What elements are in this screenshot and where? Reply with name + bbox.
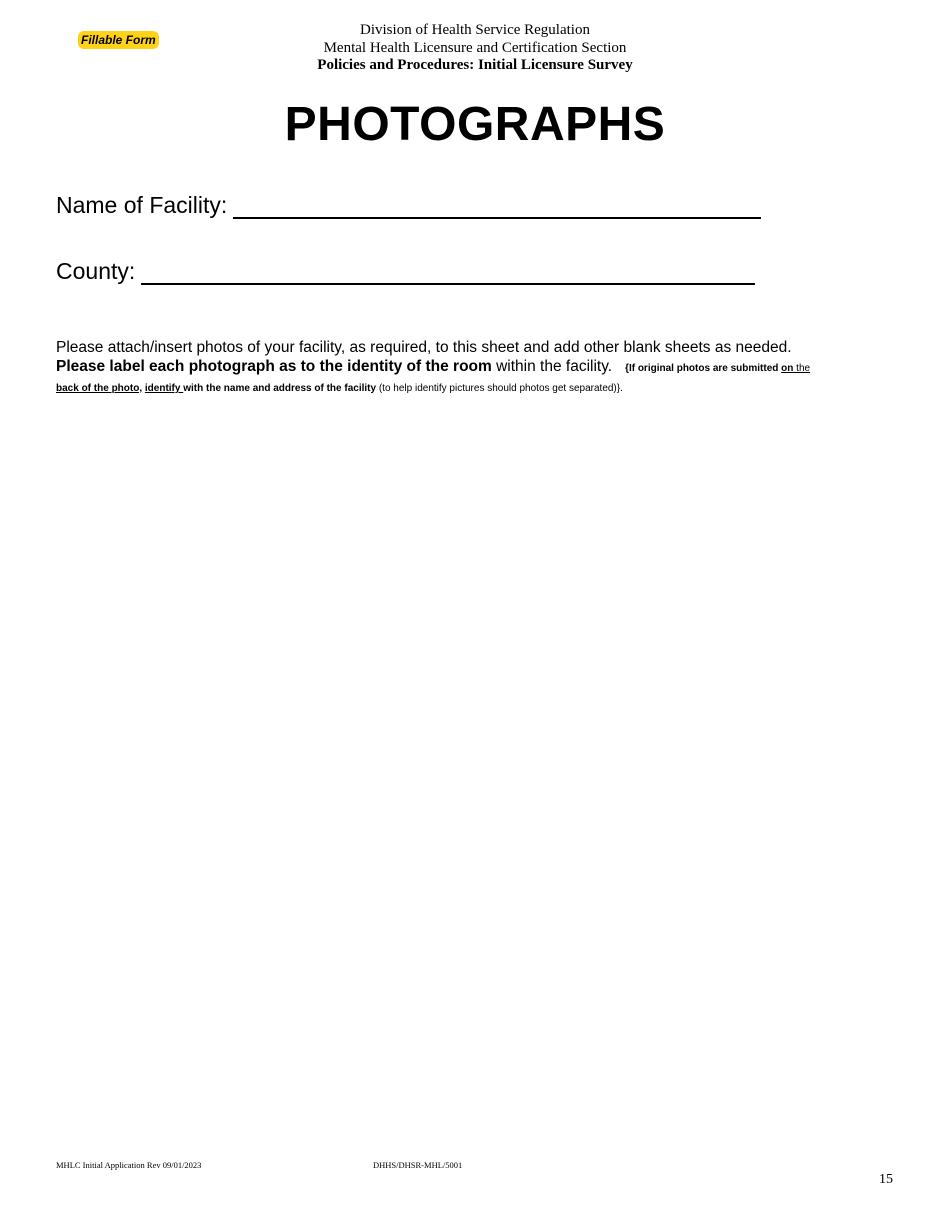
county-label: County: (56, 258, 136, 284)
county-row (56, 258, 755, 285)
facility-name-field[interactable] (233, 193, 761, 219)
page-number: 15 (879, 1172, 893, 1187)
facility-name-row (56, 192, 761, 219)
instructions-line-1: Please attach/insert photos of your facility, as required, to this sheet and add other blank sheets as needed. (56, 339, 792, 356)
label-instruction-tail: within the facility. (491, 358, 613, 375)
note-tail: (to help identify pictures should photos get separated)}. (376, 383, 623, 394)
county-field[interactable] (141, 259, 755, 285)
header-division: Division of Health Service Regulation (360, 22, 590, 38)
document-header (0, 22, 950, 75)
note-the: the (793, 363, 811, 374)
page-title: PHOTOGRAPHS (284, 98, 666, 151)
note-with: with the name and address of the facility (183, 383, 377, 394)
note-back: back of the photo, (56, 383, 143, 394)
header-policies: Policies and Procedures: Initial Licensure Survey (317, 57, 633, 73)
fillable-form-badge: Fillable Form (78, 31, 159, 49)
footer-form-number: DHHS/DHSR-MHL/5001 (373, 1160, 463, 1170)
label-instruction-bold: Please label each photograph as to the identity of the room (56, 358, 492, 375)
facility-name-label: Name of Facility: (56, 192, 228, 218)
note-on: on (781, 363, 794, 374)
note-open: {If original photos are submitted (625, 363, 782, 374)
instructions-line-2 (56, 358, 810, 395)
header-section: Mental Health Licensure and Certification Section (323, 39, 627, 56)
footer-revision: MHLC Initial Application Rev 09/01/2023 (56, 1160, 202, 1170)
note-identify: identify (144, 383, 184, 394)
instructions (56, 338, 886, 397)
